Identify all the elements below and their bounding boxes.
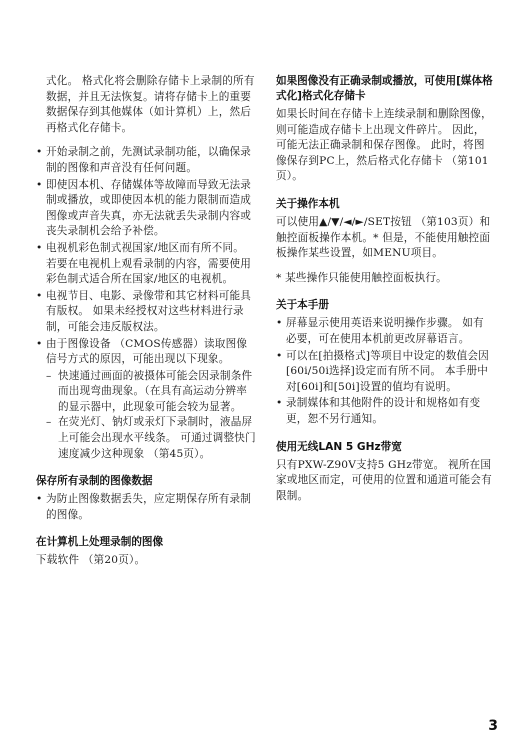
- list-item: • 即使因本机、存储媒体等故障而导致无法录制或播放，或即使因本机的能力限制而造成图像或声音失真，亦无法就丢失录制内容或丧失录制机会给予补偿。: [36, 178, 256, 240]
- sub-list-text: 在荧光灯、钠灯或汞灯下录制时，液晶屏上可能会出现水平线条。 可通过调整快门速度减少这种现象 （第45页）。: [58, 416, 256, 460]
- list-item: • 电视节目、电影、录像带和其它材料可能具有版权。 如果未经授权对这些材料进行录制，可能会违反版权法。: [36, 289, 256, 336]
- section-heading-pc: 在计算机上处理录制的图像: [36, 536, 164, 549]
- operation-footnote: * 某些操作只能使用触控面板执行。: [276, 271, 447, 284]
- right-column: [276, 74, 494, 513]
- list-item: • 屏幕显示使用英语来说明操作步骤。 如有必要，可在使用本机前更改屏幕语言。: [276, 316, 494, 347]
- operation-text: 可以使用▲/▼/◄/►/SET按钮 （第103页）和触控面板操作本机。* 但是，不能使用触控面板操作某些设置，如MENU项目。: [276, 215, 491, 260]
- list-item: • 可以在[拍摄格式]等项目中设定的数值会因[60i/50i选择]设定而有所不同。 本手册中对[60i]和[50i]设置的值均有说明。: [276, 349, 494, 396]
- section-heading-save: 保存所有录制的图像数据: [36, 475, 153, 488]
- list-item: • 开始录制之前，先测试录制功能，以确保录制的图像和声音没有任何问题。: [36, 145, 256, 176]
- format-continuation-text: 式化。 格式化将会删除存储卡上录制的所有数据，并且无法恢复。请将存储卡上的重要数据保存到其他媒体（如计算机）上，然后再格式化存储卡。: [46, 75, 255, 134]
- page-number: 3: [488, 718, 498, 734]
- left-column: [36, 74, 256, 578]
- wireless-lan-text: 只有PXW-Z90V支持5 GHz带宽。 视所在国家或地区而定，可使用的位置和通道可能会有限制。: [276, 458, 492, 502]
- list-item: • 为防止图像数据丢失，应定期保存所有录制的图像。: [36, 492, 256, 523]
- list-item: • 由于图像设备 （CMOS传感器）读取图像信号方式的原因，可能出现以下现象。: [36, 337, 256, 368]
- sub-list-item: [36, 415, 256, 462]
- sub-list-item: [36, 369, 256, 416]
- list-item: • 电视机彩色制式视国家/地区而有所不同。 若要在电视机上观看录制的内容，需要使用彩色制式适合所在国家/地区的电视机。: [36, 241, 256, 288]
- section-heading-wireless-lan: 使用无线LAN 5 GHz带宽: [276, 440, 402, 453]
- dash-marker: –: [46, 416, 52, 429]
- section-heading-media-format: 如果图像没有正确录制或播放，可使用[媒体格式化]格式化存储卡: [276, 75, 493, 102]
- sub-list-text: 快速通过画面的被摄体可能会因录制条件而出现弯曲现象。（在具有高运动分辨率的显示器中，此现象可能会较为显著。: [58, 369, 253, 413]
- section-heading-operation: 关于操作本机: [276, 197, 340, 210]
- list-item: • 录制媒体和其他附件的设计和规格如有变更，恕不另行通知。: [276, 396, 494, 427]
- dash-marker: –: [46, 369, 52, 382]
- media-format-text: 如果长时间在存储卡上连续录制和删除图像，则可能造成存储卡上出现文件碎片。 因此，可能无法正确录制和保存图像。 此时，将图像保存到PC上，然后格式化存储卡 （第101页）。: [276, 108, 492, 183]
- pc-text: 下载软件 （第20页）。: [36, 554, 146, 567]
- section-heading-manual: 关于本手册: [276, 299, 329, 312]
